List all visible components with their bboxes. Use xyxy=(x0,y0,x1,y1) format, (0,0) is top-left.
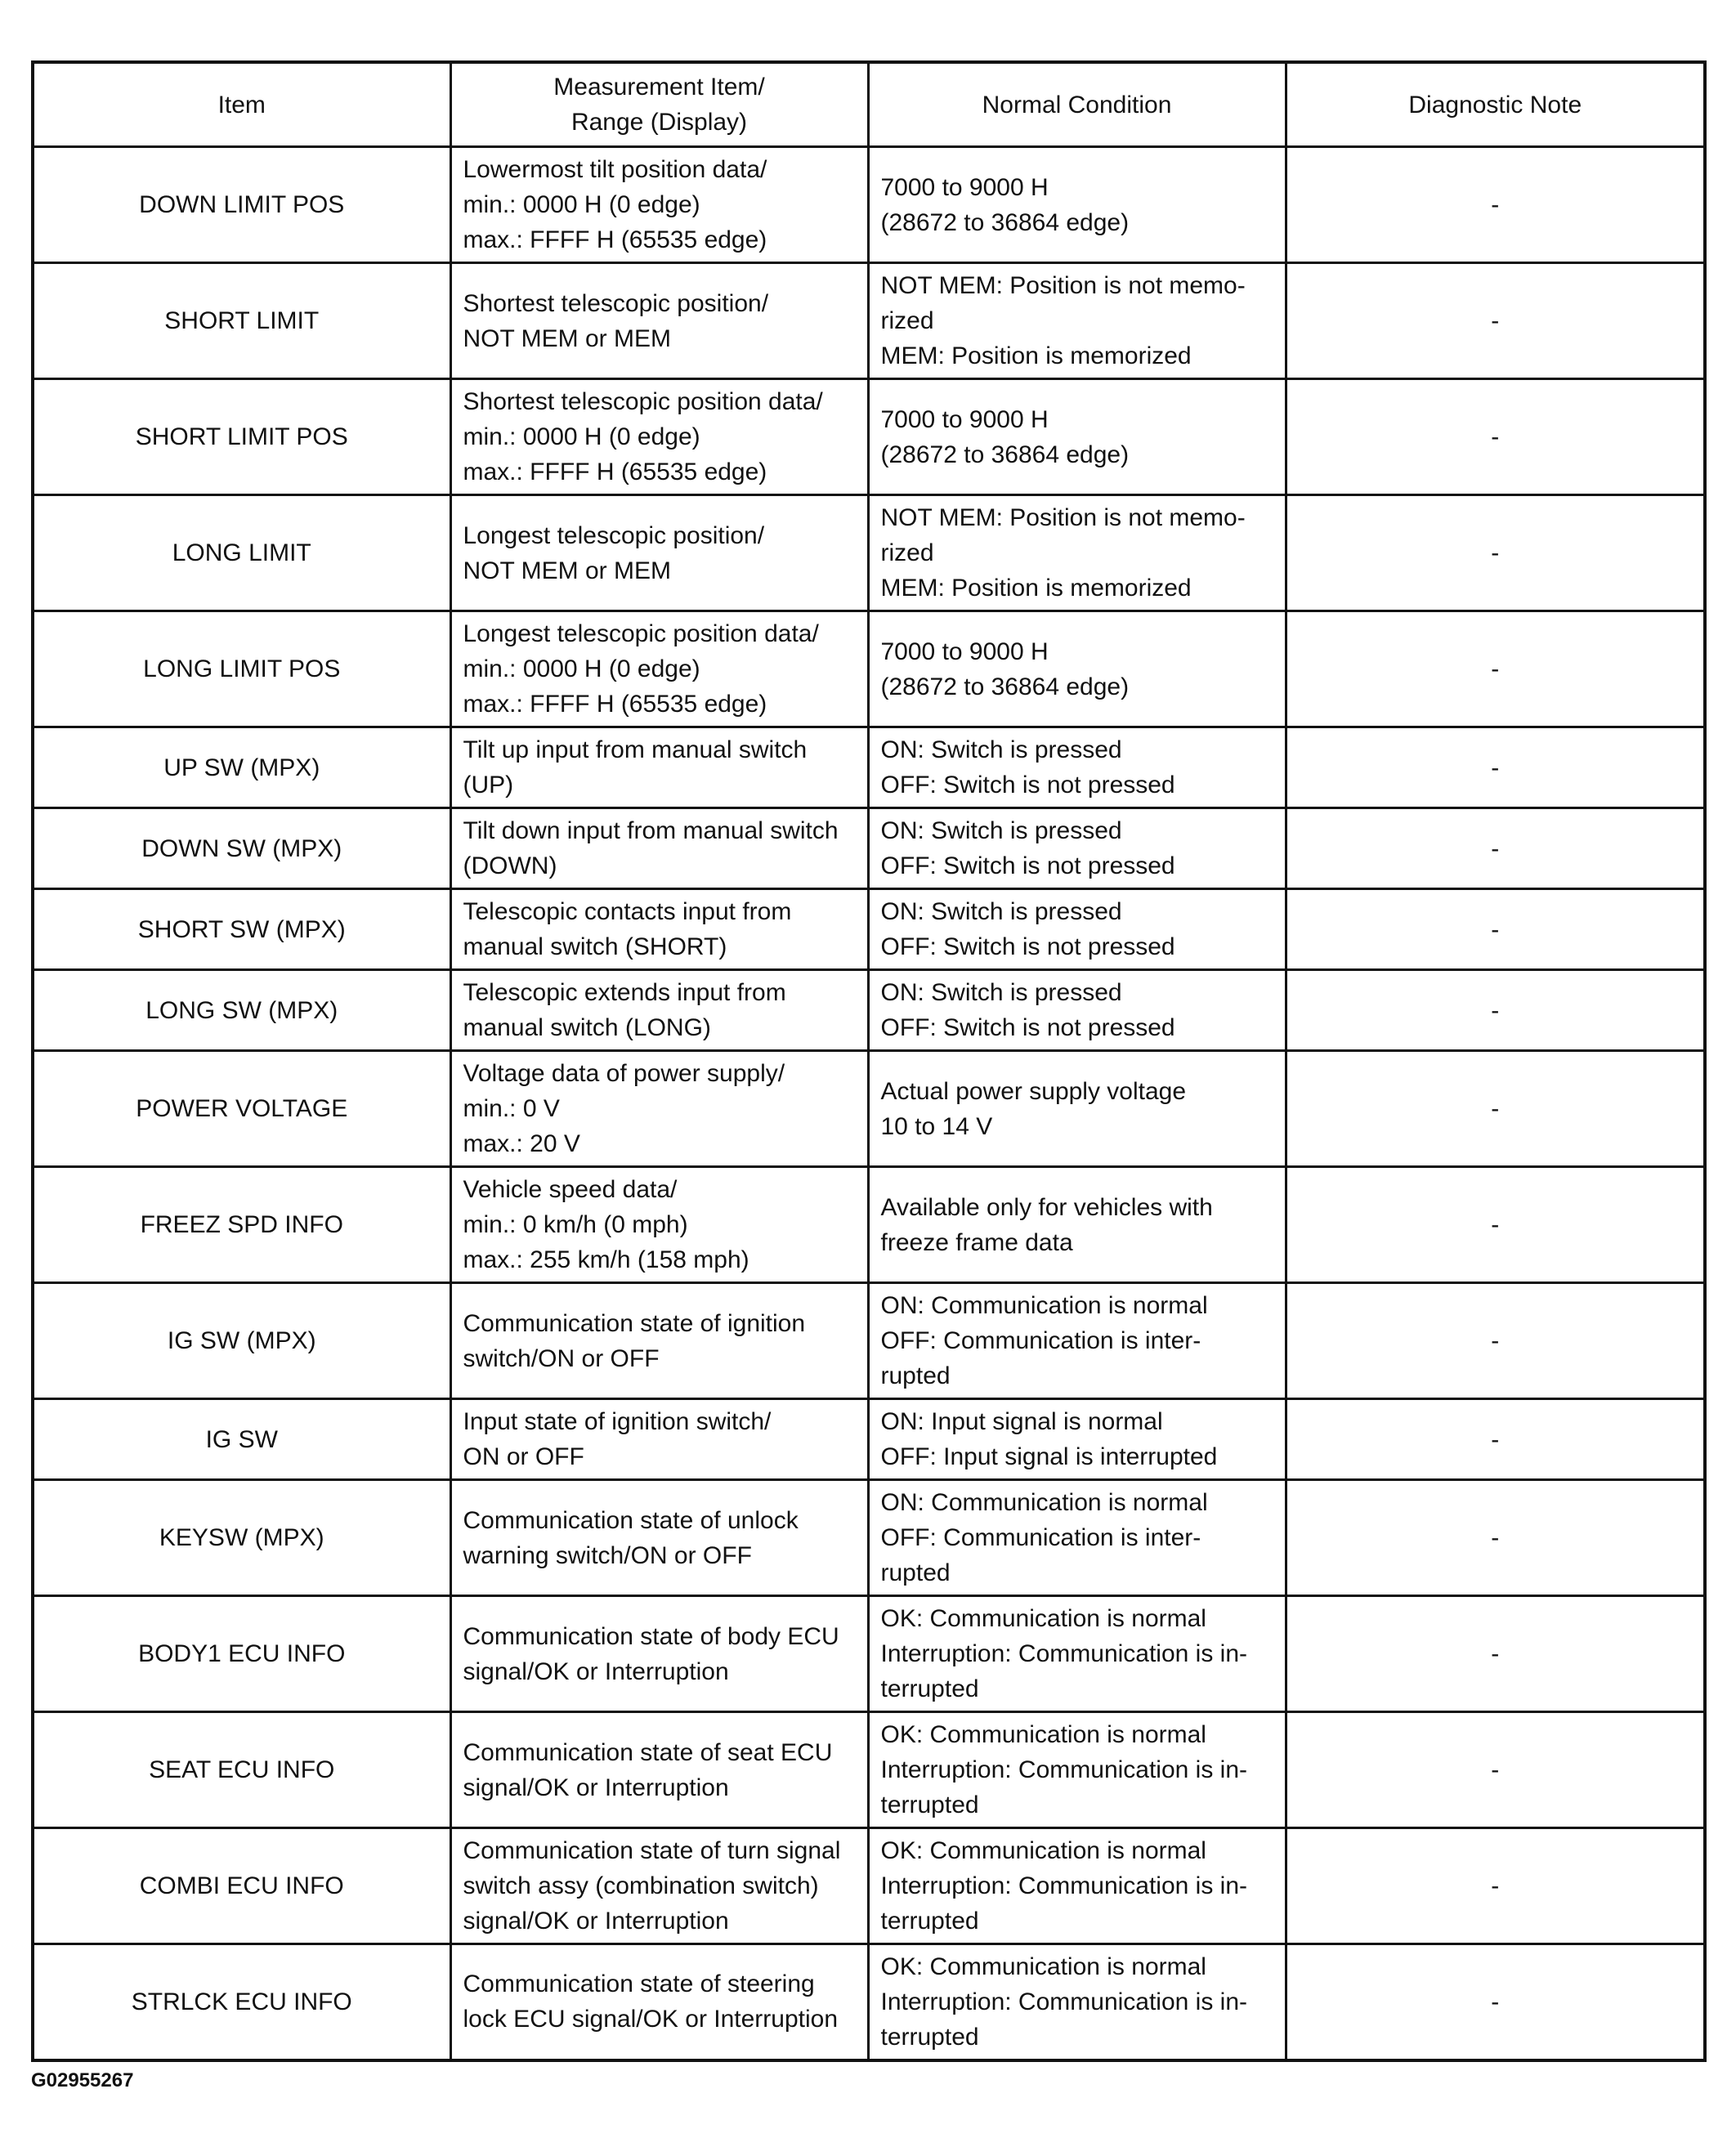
cell-normal-condition xyxy=(868,379,1286,495)
normal-line: OFF: Communication is inter- xyxy=(880,1524,1201,1551)
cell-normal-condition xyxy=(868,1399,1286,1480)
cell-normal-condition xyxy=(868,495,1286,611)
normal-line: OK: Communication is normal xyxy=(880,1952,1206,1980)
range-line: Communication state of ignition xyxy=(463,1309,806,1337)
normal-line: terrupted xyxy=(880,1791,979,1818)
cell-measurement-range xyxy=(450,1712,868,1828)
normal-line: rupted xyxy=(880,1362,951,1389)
cell-item: DOWN LIMIT POS xyxy=(33,147,450,263)
cell-normal-condition xyxy=(868,1480,1286,1596)
range-line: min.: 0000 H (0 edge) xyxy=(463,191,700,218)
cell-normal-condition xyxy=(868,970,1286,1051)
range-line: Shortest telescopic position data/ xyxy=(463,388,823,415)
cell-diagnostic-note: - xyxy=(1286,1944,1705,2060)
table-row xyxy=(33,1480,1705,1596)
cell-measurement-range xyxy=(450,1399,868,1480)
cell-normal-condition xyxy=(868,1167,1286,1283)
normal-line: (28672 to 36864 edge) xyxy=(880,673,1130,700)
cell-measurement-range xyxy=(450,808,868,889)
cell-diagnostic-note: - xyxy=(1286,808,1705,889)
range-line: signal/OK or Interruption xyxy=(463,1908,729,1935)
cell-normal-condition xyxy=(868,727,1286,808)
cell-item: IG SW (MPX) xyxy=(33,1283,450,1399)
cell-normal-condition xyxy=(868,611,1286,727)
range-line: manual switch (SHORT) xyxy=(463,933,727,960)
cell-measurement-range xyxy=(450,1167,868,1283)
cell-diagnostic-note: - xyxy=(1286,263,1705,379)
normal-line: ON: Switch is pressed xyxy=(880,898,1122,925)
normal-line: OK: Communication is normal xyxy=(880,1721,1206,1748)
range-line: Voltage data of power supply/ xyxy=(463,1060,785,1087)
cell-diagnostic-note: - xyxy=(1286,1712,1705,1828)
normal-line: 7000 to 9000 H xyxy=(880,173,1049,201)
cell-measurement-range xyxy=(450,495,868,611)
normal-line: rized xyxy=(880,539,934,566)
range-line: Communication state of turn signal xyxy=(463,1837,841,1864)
cell-item: COMBI ECU INFO xyxy=(33,1828,450,1944)
range-line: min.: 0000 H (0 edge) xyxy=(463,423,700,450)
cell-normal-condition xyxy=(868,263,1286,379)
range-line: switch assy (combination switch) xyxy=(463,1872,819,1899)
cell-item: UP SW (MPX) xyxy=(33,727,450,808)
table-row xyxy=(33,1596,1705,1712)
range-line: Communication state of unlock xyxy=(463,1506,799,1534)
header-item: Item xyxy=(33,62,450,147)
range-line: Shortest telescopic position/ xyxy=(463,289,769,317)
cell-measurement-range xyxy=(450,889,868,970)
range-line: Communication state of steering xyxy=(463,1970,815,1998)
cell-normal-condition xyxy=(868,147,1286,263)
cell-diagnostic-note: - xyxy=(1286,147,1705,263)
table-row xyxy=(33,1828,1705,1944)
normal-line: rupted xyxy=(880,1559,951,1586)
normal-line: ON: Switch is pressed xyxy=(880,979,1122,1006)
cell-item: LONG SW (MPX) xyxy=(33,970,450,1051)
cell-item: IG SW xyxy=(33,1399,450,1480)
table-row xyxy=(33,611,1705,727)
cell-item: DOWN SW (MPX) xyxy=(33,808,450,889)
range-line: ON or OFF xyxy=(463,1443,584,1470)
normal-line: OFF: Communication is inter- xyxy=(880,1327,1201,1354)
header-diagnostic-note: Diagnostic Note xyxy=(1286,62,1705,147)
normal-line: Interruption: Communication is in- xyxy=(880,1756,1248,1783)
cell-diagnostic-note: - xyxy=(1286,1051,1705,1167)
table-row xyxy=(33,379,1705,495)
cell-diagnostic-note: - xyxy=(1286,495,1705,611)
normal-line: OK: Communication is normal xyxy=(880,1605,1206,1632)
range-line: Telescopic extends input from xyxy=(463,979,786,1006)
normal-line: terrupted xyxy=(880,1908,979,1935)
range-line: Vehicle speed data/ xyxy=(463,1176,678,1203)
table-row xyxy=(33,889,1705,970)
cell-measurement-range xyxy=(450,1051,868,1167)
cell-item: SEAT ECU INFO xyxy=(33,1712,450,1828)
cell-diagnostic-note: - xyxy=(1286,970,1705,1051)
range-line: Longest telescopic position/ xyxy=(463,521,765,549)
normal-line: MEM: Position is memorized xyxy=(880,342,1192,369)
range-line: signal/OK or Interruption xyxy=(463,1774,729,1801)
normal-line: ON: Communication is normal xyxy=(880,1292,1208,1319)
table-row xyxy=(33,1051,1705,1167)
normal-line: 10 to 14 V xyxy=(880,1112,993,1140)
table-row xyxy=(33,808,1705,889)
cell-item: BODY1 ECU INFO xyxy=(33,1596,450,1712)
range-line: switch/ON or OFF xyxy=(463,1344,660,1372)
cell-measurement-range xyxy=(450,379,868,495)
normal-line: ON: Switch is pressed xyxy=(880,736,1122,763)
normal-line: terrupted xyxy=(880,1675,979,1702)
range-line: min.: 0 km/h (0 mph) xyxy=(463,1211,688,1238)
cell-diagnostic-note: - xyxy=(1286,889,1705,970)
cell-normal-condition xyxy=(868,1944,1286,2060)
normal-line: NOT MEM: Position is not memo- xyxy=(880,272,1246,299)
normal-line: Available only for vehicles with xyxy=(880,1193,1213,1221)
range-line: signal/OK or Interruption xyxy=(463,1657,729,1685)
cell-normal-condition xyxy=(868,889,1286,970)
table-header-row xyxy=(33,62,1705,147)
cell-normal-condition xyxy=(868,808,1286,889)
range-line: Tilt down input from manual switch xyxy=(463,817,839,844)
range-line: Telescopic contacts input from xyxy=(463,898,792,925)
header-measurement-range xyxy=(450,62,868,147)
normal-line: rized xyxy=(880,307,934,334)
cell-measurement-range xyxy=(450,1480,868,1596)
range-line: NOT MEM or MEM xyxy=(463,324,671,352)
cell-item: STRLCK ECU INFO xyxy=(33,1944,450,2060)
cell-normal-condition xyxy=(868,1712,1286,1828)
cell-measurement-range xyxy=(450,1828,868,1944)
normal-line: freeze frame data xyxy=(880,1228,1073,1256)
cell-item: FREEZ SPD INFO xyxy=(33,1167,450,1283)
figure-id: G02955267 xyxy=(31,2069,134,2091)
normal-line: NOT MEM: Position is not memo- xyxy=(880,504,1246,531)
range-line: manual switch (LONG) xyxy=(463,1014,711,1041)
cell-normal-condition xyxy=(868,1283,1286,1399)
range-line: max.: FFFF H (65535 edge) xyxy=(463,226,767,253)
normal-line: (28672 to 36864 edge) xyxy=(880,208,1130,236)
table-row xyxy=(33,1283,1705,1399)
cell-item: SHORT LIMIT xyxy=(33,263,450,379)
header-range-line: Measurement Item/ xyxy=(553,74,765,101)
range-line: Lowermost tilt position data/ xyxy=(463,156,767,183)
normal-line: 7000 to 9000 H xyxy=(880,637,1049,665)
data-list-table-container xyxy=(31,60,1703,2062)
cell-item: KEYSW (MPX) xyxy=(33,1480,450,1596)
cell-measurement-range xyxy=(450,147,868,263)
cell-item: LONG LIMIT POS xyxy=(33,611,450,727)
table-row xyxy=(33,727,1705,808)
range-line: Input state of ignition switch/ xyxy=(463,1408,772,1435)
normal-line: OFF: Switch is not pressed xyxy=(880,933,1175,960)
table-row xyxy=(33,1167,1705,1283)
table-row xyxy=(33,495,1705,611)
cell-item: LONG LIMIT xyxy=(33,495,450,611)
table-row xyxy=(33,1944,1705,2060)
normal-line: OFF: Switch is not pressed xyxy=(880,772,1175,798)
header-normal-condition: Normal Condition xyxy=(868,62,1286,147)
normal-line: Interruption: Communication is in- xyxy=(880,1640,1248,1667)
cell-item: SHORT SW (MPX) xyxy=(33,889,450,970)
cell-measurement-range xyxy=(450,1283,868,1399)
table-body xyxy=(33,147,1705,2060)
cell-measurement-range xyxy=(450,1944,868,2060)
cell-diagnostic-note: - xyxy=(1286,1399,1705,1480)
table-row xyxy=(33,1399,1705,1480)
cell-measurement-range xyxy=(450,727,868,808)
normal-line: OFF: Switch is not pressed xyxy=(880,852,1175,879)
normal-line: (28672 to 36864 edge) xyxy=(880,441,1130,468)
normal-line: ON: Input signal is normal xyxy=(880,1408,1163,1435)
cell-measurement-range xyxy=(450,263,868,379)
range-line: max.: FFFF H (65535 edge) xyxy=(463,458,767,485)
normal-line: Interruption: Communication is in- xyxy=(880,1872,1248,1899)
normal-line: ON: Switch is pressed xyxy=(880,817,1122,844)
normal-line: 7000 to 9000 H xyxy=(880,405,1049,433)
header-range-line: Range (Display) xyxy=(570,109,748,136)
table-row xyxy=(33,1712,1705,1828)
data-list-table xyxy=(31,60,1707,2062)
table-row xyxy=(33,970,1705,1051)
table-row xyxy=(33,147,1705,263)
cell-measurement-range xyxy=(450,611,868,727)
cell-item: POWER VOLTAGE xyxy=(33,1051,450,1167)
range-line: max.: 255 km/h (158 mph) xyxy=(463,1246,749,1273)
normal-line: terrupted xyxy=(880,2023,979,2051)
range-line: min.: 0000 H (0 edge) xyxy=(463,655,700,682)
range-line: warning switch/ON or OFF xyxy=(463,1541,752,1569)
normal-line: ON: Communication is normal xyxy=(880,1489,1208,1516)
cell-normal-condition xyxy=(868,1828,1286,1944)
cell-measurement-range xyxy=(450,970,868,1051)
normal-line: OK: Communication is normal xyxy=(880,1837,1206,1864)
cell-normal-condition xyxy=(868,1596,1286,1712)
range-line: (UP) xyxy=(463,772,514,798)
cell-measurement-range xyxy=(450,1596,868,1712)
cell-diagnostic-note: - xyxy=(1286,1596,1705,1712)
range-line: max.: 20 V xyxy=(463,1130,580,1157)
range-line: min.: 0 V xyxy=(463,1095,560,1122)
cell-diagnostic-note: - xyxy=(1286,379,1705,495)
cell-diagnostic-note: - xyxy=(1286,727,1705,808)
cell-diagnostic-note: - xyxy=(1286,1283,1705,1399)
range-line: (DOWN) xyxy=(463,852,557,879)
table-row xyxy=(33,263,1705,379)
normal-line: MEM: Position is memorized xyxy=(880,575,1192,602)
normal-line: Actual power supply voltage xyxy=(880,1077,1187,1105)
cell-diagnostic-note: - xyxy=(1286,1167,1705,1283)
cell-diagnostic-note: - xyxy=(1286,611,1705,727)
cell-diagnostic-note: - xyxy=(1286,1480,1705,1596)
normal-line: Interruption: Communication is in- xyxy=(880,1988,1248,2015)
range-line: Communication state of seat ECU xyxy=(463,1738,833,1766)
range-line: NOT MEM or MEM xyxy=(463,557,671,584)
range-line: Tilt up input from manual switch xyxy=(463,736,808,763)
normal-line: OFF: Switch is not pressed xyxy=(880,1014,1175,1041)
cell-normal-condition xyxy=(868,1051,1286,1167)
range-line: Communication state of body ECU xyxy=(463,1622,839,1650)
range-line: lock ECU signal/OK or Interruption xyxy=(463,2006,839,2033)
cell-diagnostic-note: - xyxy=(1286,1828,1705,1944)
normal-line: OFF: Input signal is interrupted xyxy=(880,1443,1218,1470)
range-line: max.: FFFF H (65535 edge) xyxy=(463,691,767,718)
cell-item: SHORT LIMIT POS xyxy=(33,379,450,495)
range-line: Longest telescopic position data/ xyxy=(463,620,819,647)
